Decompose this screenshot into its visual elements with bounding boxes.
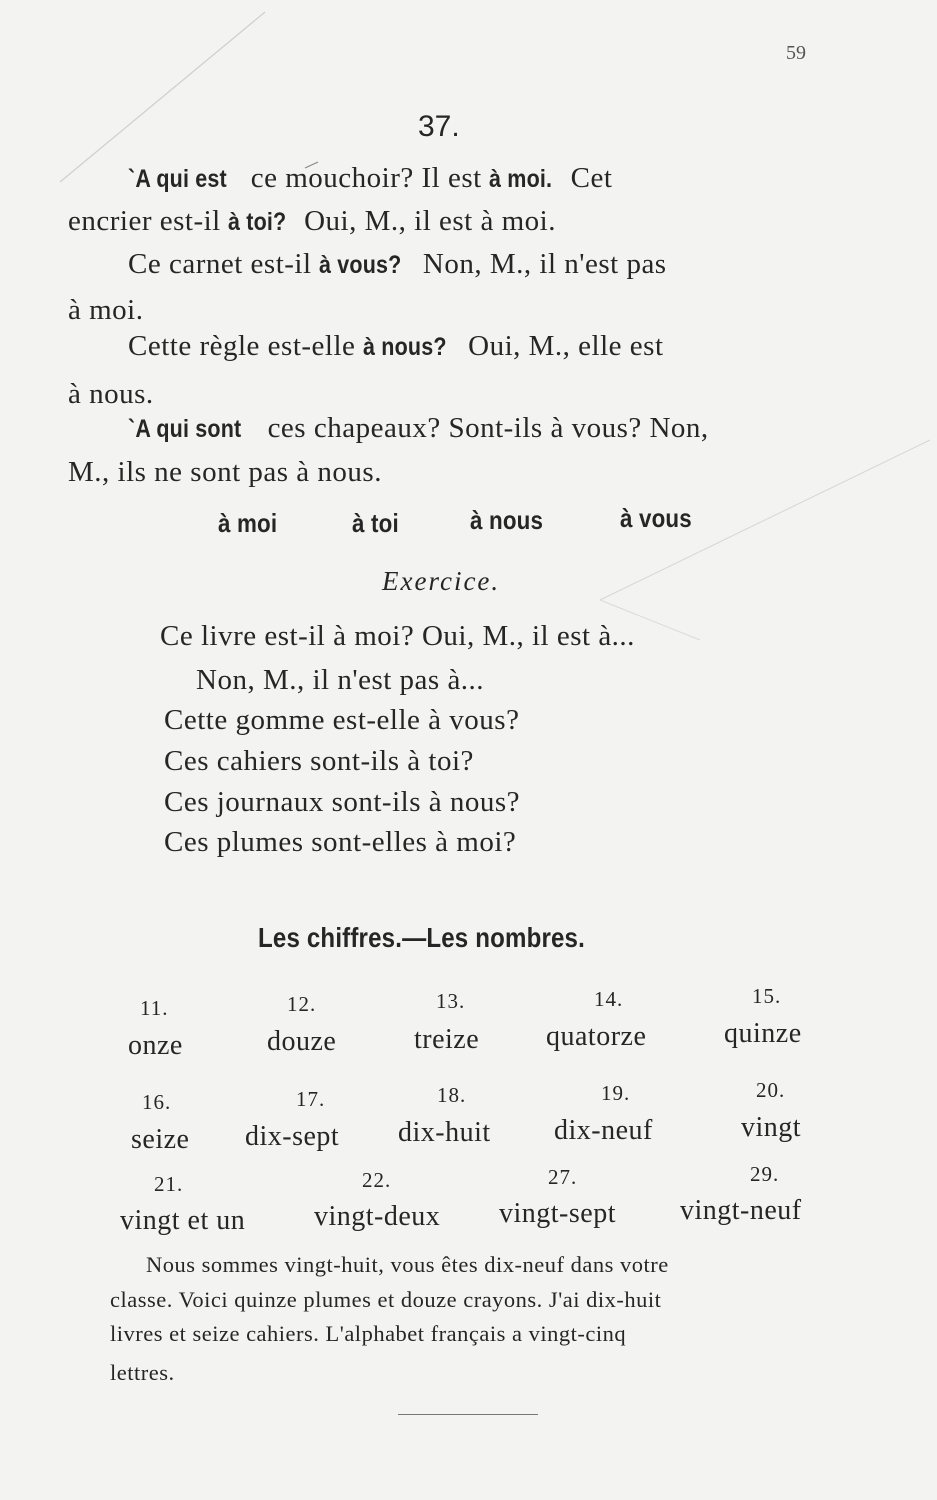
text-fragment: encrier est-il [68, 205, 221, 237]
lesson-number: 37. [418, 110, 460, 143]
exercise-line: Ces cahiers sont-ils à toi? [164, 745, 474, 777]
p4-line1 [128, 412, 709, 445]
exercise-line: Ces plumes sont-elles à moi? [164, 826, 517, 858]
text-fragment: Ce carnet est-il [128, 248, 312, 280]
closing-line: Nous sommes vingt-huit, vous êtes dix-neuf dans votre [146, 1252, 669, 1277]
p2-line1 [128, 248, 667, 281]
number-19: 19. [601, 1081, 631, 1105]
bold-phrase: à moi. [489, 165, 553, 193]
word-vingt-neuf: vingt-neuf [680, 1195, 802, 1226]
exercise-line: Cette gomme est-elle à vous? [164, 704, 520, 736]
text-fragment: ces chapeaux? Sont-ils à vous? Non, [267, 412, 709, 444]
pronoun-vous: à vous [620, 503, 692, 533]
exercise-line: Non, M., il n'est pas à... [196, 664, 485, 696]
bold-phrase: `A qui est [128, 165, 227, 193]
pronoun-moi: à moi [218, 508, 278, 538]
text-fragment: Non, M., il n'est pas [422, 248, 667, 280]
number-22: 22. [362, 1168, 392, 1192]
word-onze: onze [128, 1030, 183, 1061]
text-fragment: ce mouchoir? Il est [250, 162, 482, 194]
page-number: 59 [786, 42, 806, 64]
word-douze: douze [267, 1026, 337, 1057]
word-dix-neuf: dix-neuf [554, 1115, 653, 1146]
exercise-title: Exercice. [382, 566, 501, 596]
closing-line: lettres. [110, 1360, 175, 1385]
p1-line2 [68, 205, 556, 238]
word-dix-huit: dix-huit [398, 1117, 491, 1148]
text-fragment: Oui, M., elle est [468, 330, 664, 362]
exercise-line: Ce livre est-il à moi? Oui, M., il est à... [160, 620, 635, 652]
number-18: 18. [437, 1083, 467, 1107]
bold-phrase: à vous? [319, 251, 402, 279]
text-fragment: Cet [570, 162, 613, 194]
p3-line1 [128, 330, 664, 363]
number-15: 15. [752, 984, 782, 1008]
p1-line1 [128, 162, 612, 195]
pronoun-toi: à toi [352, 508, 399, 538]
number-27: 27. [548, 1165, 578, 1189]
word-vingt: vingt [741, 1112, 802, 1143]
p4-line2: M., ils ne sont pas à nous. [68, 456, 382, 488]
number-16: 16. [142, 1090, 172, 1114]
numbers-title: Les chiffres.—Les nombres. [258, 922, 585, 953]
number-13: 13. [436, 989, 466, 1013]
number-20: 20. [756, 1078, 786, 1102]
number-17: 17. [296, 1087, 326, 1111]
number-29: 29. [750, 1162, 780, 1186]
text-fragment: Cette règle est-elle [128, 330, 356, 362]
pronoun-nous: à nous [470, 505, 544, 535]
closing-line: livres et seize cahiers. L'alphabet français a vingt-cinq [110, 1321, 627, 1346]
number-11: 11. [140, 996, 169, 1020]
word-seize: seize [131, 1124, 190, 1155]
exercise-line: Ces journaux sont-ils à nous? [164, 786, 521, 818]
bold-phrase: à nous? [363, 333, 447, 361]
word-vingt-sept: vingt-sept [499, 1198, 616, 1229]
word-dix-sept: dix-sept [245, 1121, 340, 1152]
bold-phrase: à toi? [228, 208, 287, 236]
number-14: 14. [594, 987, 624, 1011]
p2-line2: à moi. [68, 294, 144, 326]
word-quatorze: quatorze [546, 1021, 647, 1052]
text-fragment: Oui, M., il est à moi. [304, 205, 556, 237]
word-vingt-et-un: vingt et un [120, 1205, 246, 1236]
closing-line: classe. Voici quinze plumes et douze crayons. J'ai dix-huit [110, 1287, 662, 1312]
number-21: 21. [154, 1172, 184, 1196]
end-divider [398, 1414, 538, 1415]
word-quinze: quinze [724, 1018, 802, 1049]
bold-phrase: `A qui sont [128, 415, 242, 443]
word-vingt-deux: vingt-deux [314, 1201, 441, 1232]
number-12: 12. [287, 992, 317, 1016]
p3-line2: à nous. [68, 378, 154, 410]
word-treize: treize [414, 1024, 480, 1055]
